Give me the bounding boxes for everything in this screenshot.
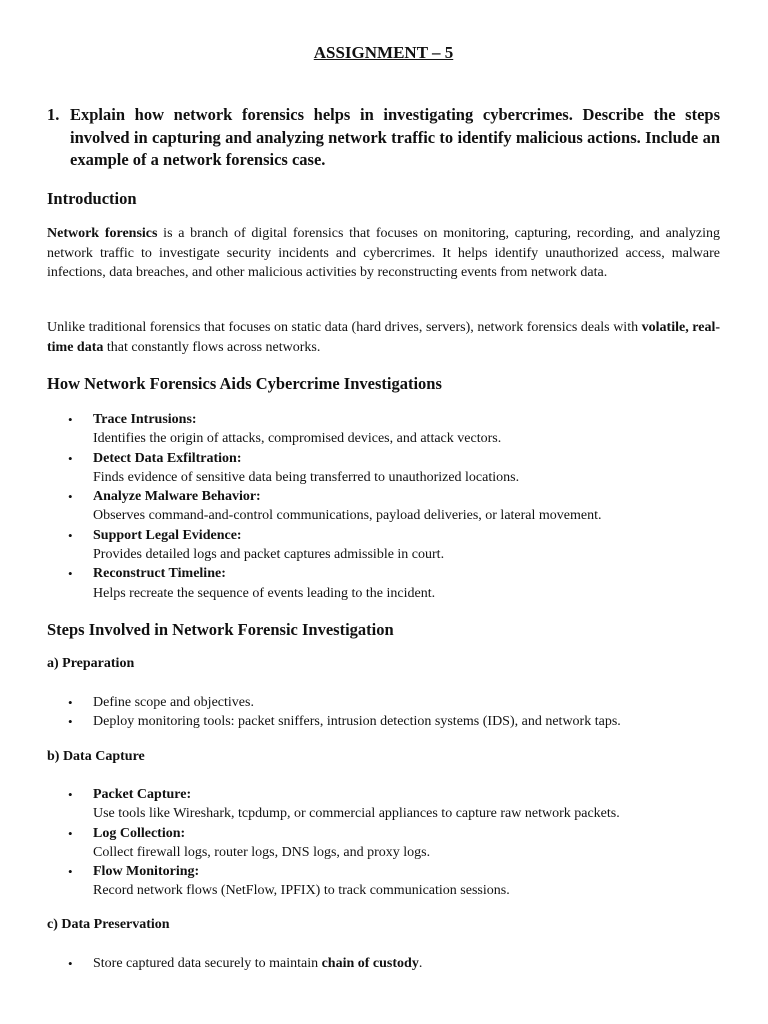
bullet-icon: • — [68, 825, 73, 841]
list-item-title: Detect Data Exfiltration: — [93, 450, 242, 466]
list-item-title: Packet Capture: — [93, 787, 192, 802]
list-item-text: Define scope and objectives. — [93, 695, 254, 710]
list-item-title: Trace Intrusions: — [93, 412, 197, 427]
list-item-description: Observes command-and-control communications, payload deliveries, or lateral movement. — [93, 508, 602, 524]
page-title: ASSIGNMENT – 5 — [313, 43, 454, 62]
data-preservation-list — [47, 954, 720, 973]
network-forensics-term: Network forensics — [47, 226, 158, 241]
list-item — [47, 862, 720, 901]
data-capture-list — [47, 785, 720, 901]
volatile-data-term: volatile, real-time data — [47, 320, 720, 355]
introduction-paragraph-2 — [47, 318, 720, 357]
list-item — [47, 954, 720, 973]
list-item — [47, 526, 720, 565]
aids-heading: How Network Forensics Aids Cybercrime Investigations — [47, 374, 442, 393]
list-item — [47, 785, 720, 824]
list-item-title: Flow Monitoring: — [93, 864, 200, 880]
list-item-text-start: Store captured data securely to maintain — [93, 956, 322, 971]
list-item-description: Record network flows (NetFlow, IPFIX) to track communication sessions. — [93, 883, 510, 899]
data-capture-heading: b) Data Capture — [47, 749, 145, 764]
aids-list — [47, 410, 720, 603]
list-item — [47, 449, 720, 488]
list-item-description: Identifies the origin of attacks, compromised devices, and attack vectors. — [93, 431, 502, 447]
introduction-paragraph-1 — [47, 224, 720, 283]
introduction-paragraph-2-end: that constantly flows across networks. — [103, 339, 321, 355]
steps-heading: Steps Involved in Network Forensic Investigation — [47, 620, 394, 639]
bullet-icon: • — [68, 787, 73, 802]
chain-of-custody-term: chain of custody — [321, 956, 419, 971]
bullet-icon: • — [68, 412, 73, 427]
list-item — [47, 712, 720, 731]
introduction-paragraph-1-text: is a branch of digital forensics that focuses on monitoring, capturing, recording, and analyzing network traffic to investigate security incidents and cybercrimes. It helps identify unauthorized access, malware infections, data breaches, and other malicious activities by reconstructing events from network data. — [47, 226, 720, 280]
introduction-heading: Introduction — [47, 189, 137, 208]
list-item-title: Support Legal Evidence: — [93, 527, 242, 543]
bullet-icon: • — [68, 695, 73, 710]
list-item-description: Use tools like Wireshark, tcpdump, or commercial appliances to capture raw network packets. — [93, 806, 620, 822]
introduction-paragraph-2-start: Unlike traditional forensics that focuses on static data (hard drives, servers), network forensics deals with — [47, 320, 642, 335]
list-item-title: Log Collection: — [93, 825, 186, 841]
list-item-text-end: . — [418, 956, 423, 971]
list-item-title: Reconstruct Timeline: — [93, 566, 226, 582]
list-item-description: Helps recreate the sequence of events leading to the incident. — [93, 585, 436, 601]
bullet-icon: • — [68, 489, 73, 505]
list-item — [47, 487, 720, 526]
list-item — [47, 564, 720, 603]
question-1 — [47, 104, 720, 172]
data-preservation-heading: c) Data Preservation — [47, 917, 170, 932]
list-item — [47, 824, 720, 863]
list-item-description: Collect firewall logs, router logs, DNS logs, and proxy logs. — [93, 844, 431, 860]
bullet-icon: • — [68, 527, 73, 543]
bullet-icon: • — [68, 566, 73, 582]
list-item-text: Deploy monitoring tools: packet sniffers, intrusion detection systems (IDS), and network taps. — [93, 714, 621, 730]
preparation-heading: a) Preparation — [47, 656, 135, 671]
bullet-icon: • — [68, 864, 73, 880]
bullet-icon: • — [68, 956, 73, 971]
preparation-list — [47, 693, 720, 732]
bullet-icon: • — [68, 714, 73, 730]
list-item — [47, 693, 720, 712]
question-text: Explain how network forensics helps in investigating cybercrimes. Describe the steps involved in capturing and analyzing network traffic to identify malicious actions. Include an example of a network forensics case. — [70, 105, 720, 169]
list-item — [47, 410, 720, 449]
list-item-description: Provides detailed logs and packet captures admissible in court. — [93, 547, 445, 563]
list-item-title: Analyze Malware Behavior: — [93, 489, 261, 505]
question-number: 1. — [47, 105, 60, 124]
list-item-description: Finds evidence of sensitive data being transferred to unauthorized locations. — [93, 469, 520, 485]
bullet-icon: • — [68, 450, 73, 466]
